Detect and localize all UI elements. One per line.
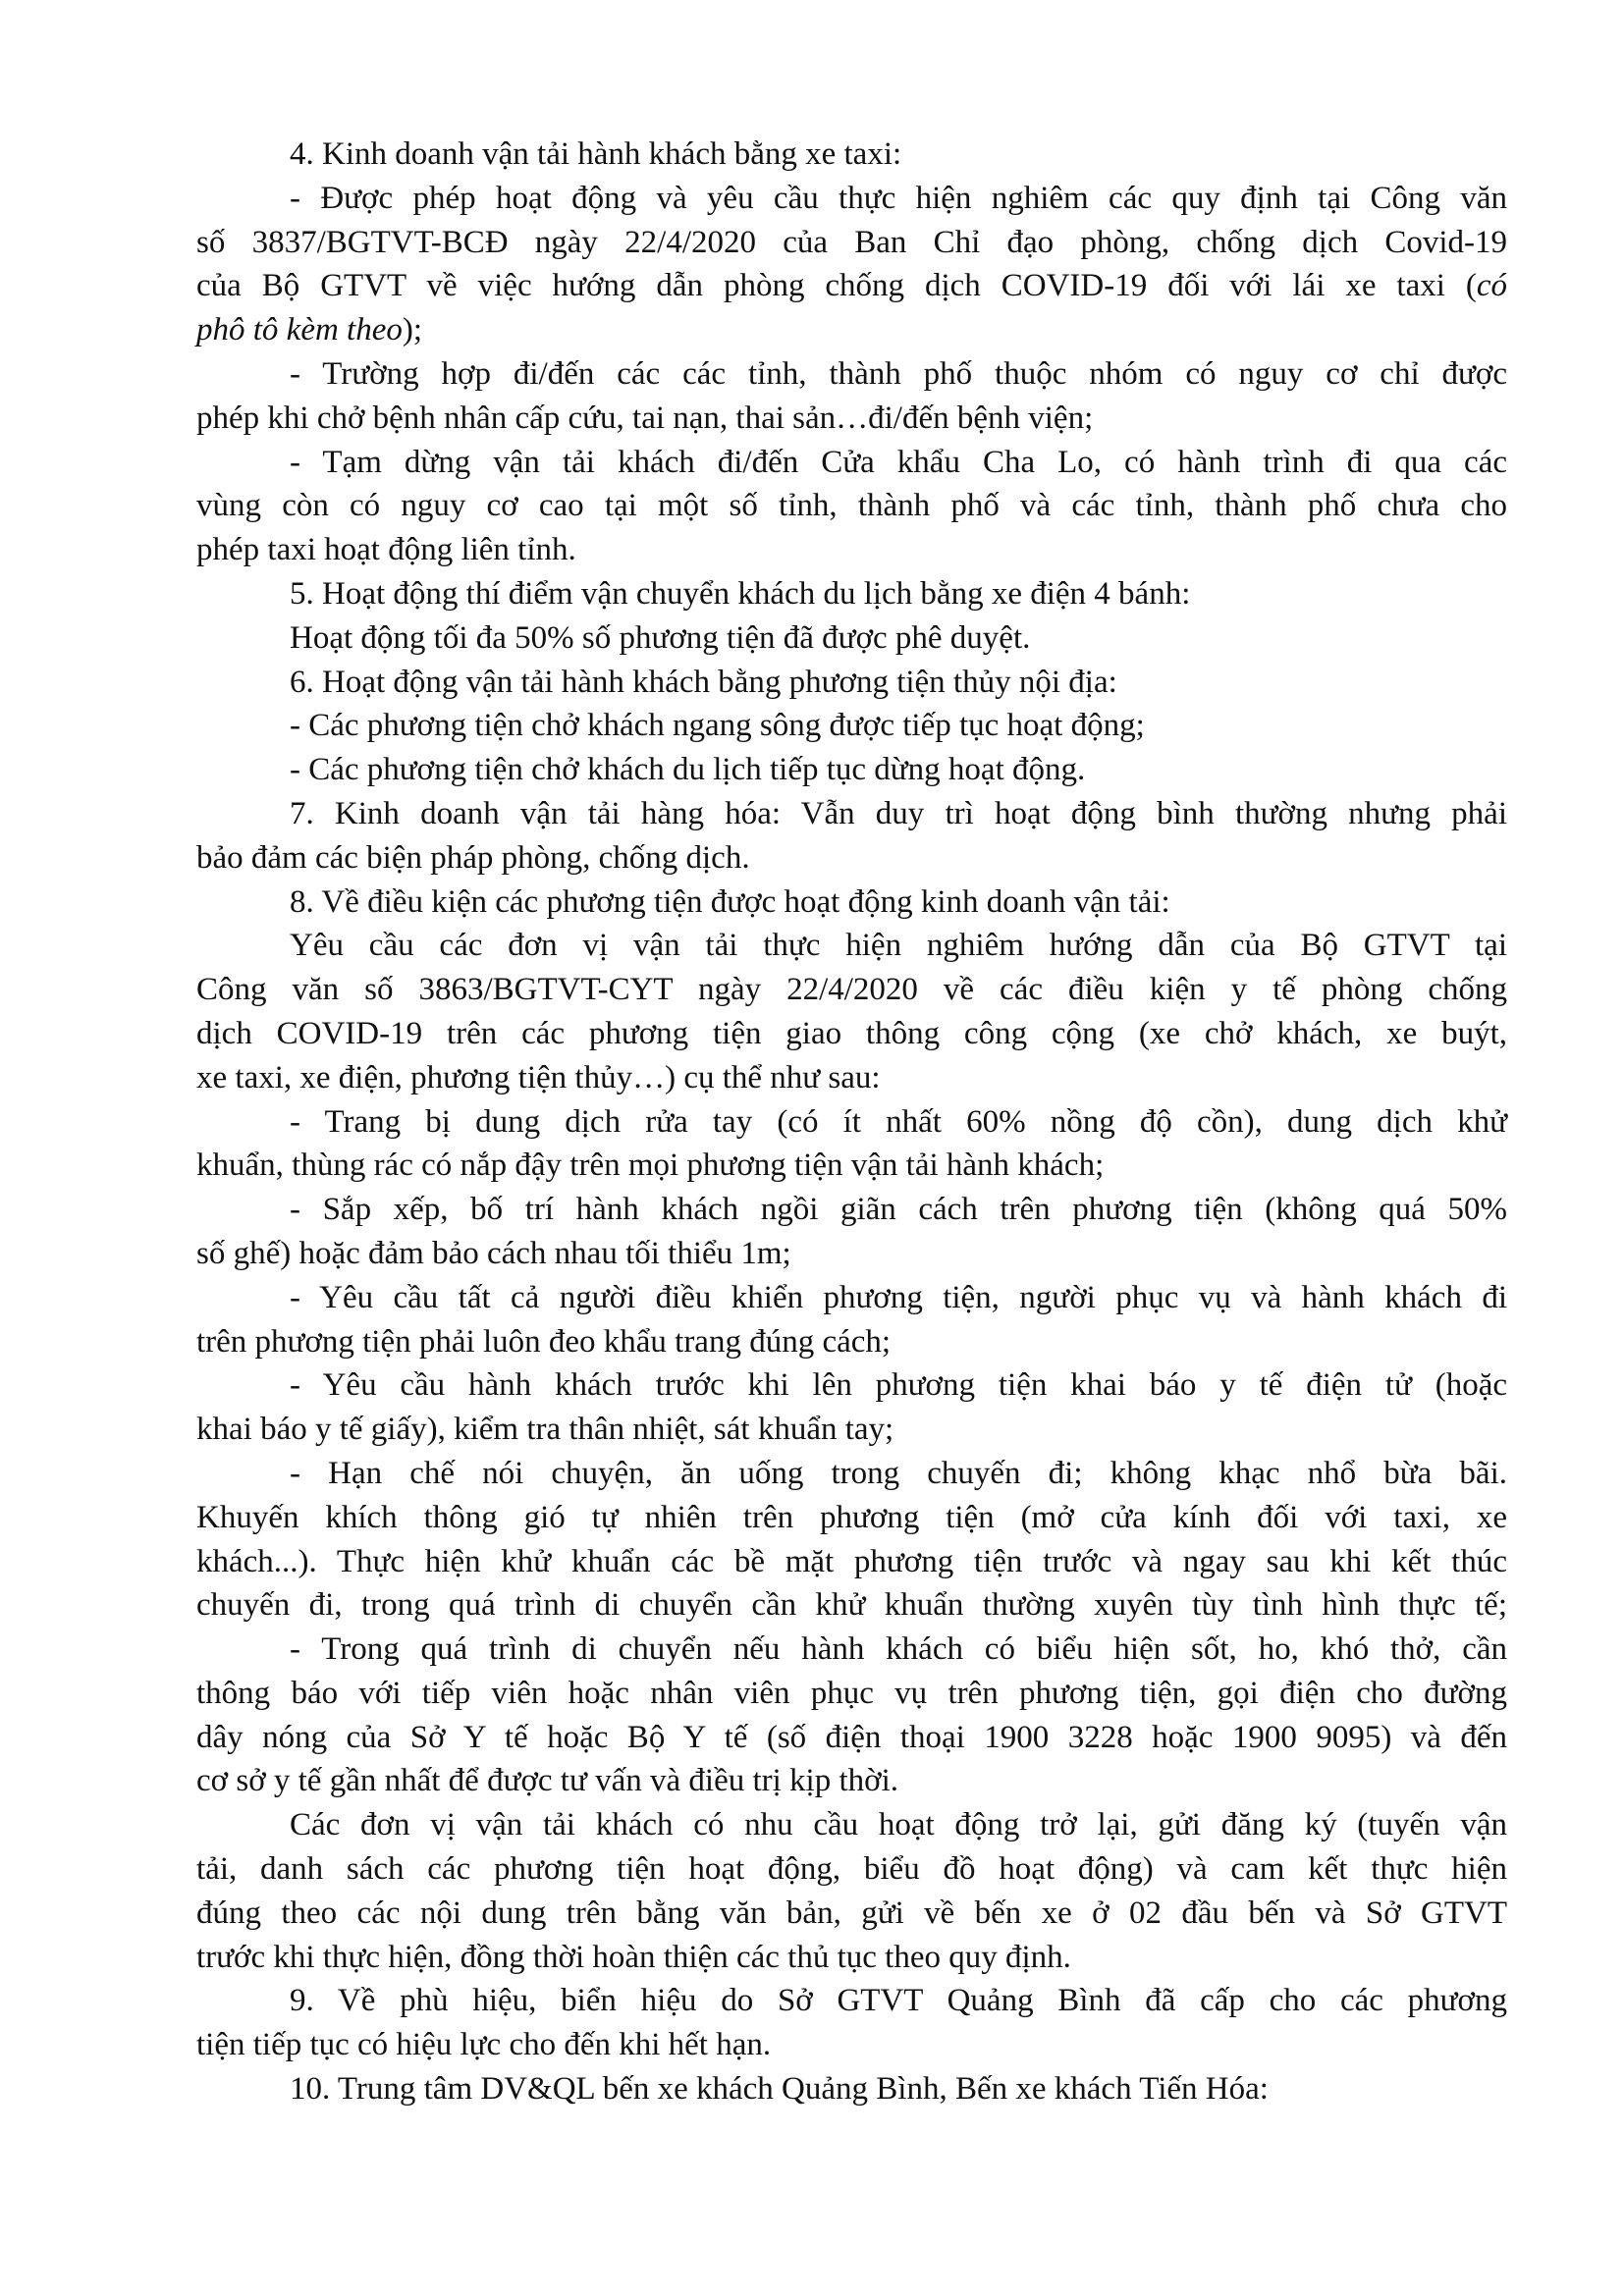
text-line — [196, 748, 1507, 792]
italic-text: phô tô kèm theo — [196, 312, 403, 348]
text-segment: của Bộ GTVT về việc hướng dẫn phòng chống dịch COVID-19 đối với lái xe taxi ( — [196, 268, 1477, 304]
text-segment: xe taxi, xe điện, phương tiện thủy…) cụ thể như sau: — [196, 1059, 881, 1095]
text-line — [196, 1144, 1507, 1188]
text-line — [196, 1716, 1507, 1760]
text-segment: - Trang bị dung dịch rửa tay (có ít nhất 60% nồng độ cồn), dung dịch khử — [290, 1103, 1507, 1140]
text-line — [196, 1496, 1507, 1540]
text-segment: Các đơn vị vận tải khách có nhu cầu hoạt động trở lại, gửi đăng ký (tuyến vận — [290, 1807, 1507, 1843]
text-line — [196, 1232, 1507, 1276]
text-segment: dây nóng của Sở Y tế hoặc Bộ Y tế (số điện thoại 1900 3228 hoặc 1900 9095) và đến — [196, 1719, 1507, 1755]
text-segment: 7. Kinh doanh vận tải hàng hóa: Vẫn duy trì hoạt động bình thường nhưng phải — [290, 795, 1507, 831]
text-line — [196, 1188, 1507, 1232]
text-line — [196, 792, 1507, 836]
text-segment: vùng còn có nguy cơ cao tại một số tỉnh, thành phố và các tỉnh, thành phố chưa cho — [196, 488, 1507, 524]
text-segment: Khuyến khích thông gió tự nhiên trên phương tiện (mở cửa kính đối với taxi, xe — [196, 1499, 1507, 1535]
text-line — [196, 881, 1507, 925]
text-segment: - Trường hợp đi/đến các các tỉnh, thành phố thuộc nhóm có nguy cơ chỉ được — [290, 355, 1507, 392]
text-segment: 6. Hoạt động vận tải hành khách bằng phương tiện thủy nội địa: — [290, 664, 1117, 700]
text-line — [196, 1892, 1507, 1936]
text-segment: khuẩn, thùng rác có nắp đậy trên mọi phương tiện vận tải hành khách; — [196, 1148, 1105, 1184]
text-line — [196, 264, 1507, 308]
text-segment: - Yêu cầu tất cả người điều khiển phương tiện, người phục vụ và hành khách đi — [290, 1279, 1507, 1315]
text-segment: bảo đảm các biện pháp phòng, chống dịch. — [196, 839, 750, 876]
text-line — [196, 1847, 1507, 1892]
text-segment: 4. Kinh doanh vận tải hành khách bằng xe taxi: — [290, 136, 902, 172]
text-line — [196, 1452, 1507, 1496]
text-line — [196, 1628, 1507, 1672]
text-segment: - Được phép hoạt động và yêu cầu thực hiện nghiêm các quy định tại Công văn — [290, 180, 1507, 216]
text-segment: - Sắp xếp, bố trí hành khách ngồi giãn cách trên phương tiện (không quá 50% — [290, 1192, 1507, 1228]
text-line — [196, 308, 1507, 352]
text-line — [196, 1363, 1507, 1408]
text-line — [196, 528, 1507, 572]
text-segment: Yêu cầu các đơn vị vận tải thực hiện nghiêm hướng dẫn của Bộ GTVT tại — [290, 928, 1507, 964]
text-segment: - Tạm dừng vận tải khách đi/đến Cửa khẩu Cha Lo, có hành trình đi qua các — [290, 444, 1507, 480]
text-segment: dịch COVID-19 trên các phương tiện giao thông công cộng (xe chở khách, xe buýt, — [196, 1015, 1507, 1051]
italic-text: có — [1476, 268, 1507, 304]
text-segment: trước khi thực hiện, đồng thời hoàn thiện các thủ tục theo quy định. — [196, 1939, 1071, 1975]
text-line — [196, 572, 1507, 616]
text-line — [196, 177, 1507, 221]
text-segment: Hoạt động tối đa 50% số phương tiện đã được phê duyệt. — [290, 619, 1031, 656]
text-line — [196, 1276, 1507, 1320]
text-line — [196, 704, 1507, 748]
text-segment: Công văn số 3863/BGTVT-CYT ngày 22/4/2020 về các điều kiện y tế phòng chống — [196, 972, 1507, 1008]
text-line — [196, 133, 1507, 177]
text-segment: tải, danh sách các phương tiện hoạt động, biểu đồ hoạt động) và cam kết thực hiện — [196, 1851, 1507, 1888]
text-line — [196, 924, 1507, 968]
text-segment: ); — [402, 312, 423, 348]
text-segment: phép khi chở bệnh nhân cấp cứu, tai nạn, thai sản…đi/đến bệnh viện; — [196, 400, 1094, 436]
text-segment: - Các phương tiện chở khách ngang sông được tiếp tục hoạt động; — [290, 708, 1145, 744]
text-line — [196, 441, 1507, 485]
text-line — [196, 221, 1507, 265]
text-segment: số ghế) hoặc đảm bảo cách nhau tối thiểu 1m; — [196, 1235, 791, 1271]
text-segment: 5. Hoạt động thí điểm vận chuyển khách du lịch bằng xe điện 4 bánh: — [290, 575, 1191, 612]
text-line — [196, 397, 1507, 441]
text-segment: trên phương tiện phải luôn đeo khẩu trang đúng cách; — [196, 1323, 892, 1360]
text-line — [196, 968, 1507, 1012]
text-segment: thông báo với tiếp viên hoặc nhân viên phục vụ trên phương tiện, gọi điện cho đường — [196, 1675, 1507, 1711]
document-page — [196, 133, 1507, 2111]
text-line — [196, 1979, 1507, 2023]
text-line — [196, 352, 1507, 397]
text-segment: đúng theo các nội dung trên bằng văn bản, gửi về bến xe ở 02 đầu bến và Sở GTVT — [196, 1895, 1507, 1931]
text-line — [196, 1583, 1507, 1628]
text-line — [196, 1672, 1507, 1716]
text-segment: - Các phương tiện chở khách du lịch tiếp tục dừng hoạt động. — [290, 752, 1086, 788]
text-segment: khai báo y tế giấy), kiểm tra thân nhiệt, sát khuẩn tay; — [196, 1412, 894, 1448]
text-line — [196, 1408, 1507, 1452]
text-segment: - Hạn chế nói chuyện, ăn uống trong chuyến đi; không khạc nhổ bừa bãi. — [290, 1455, 1507, 1491]
text-segment: số 3837/BGTVT-BCĐ ngày 22/4/2020 của Ban Chỉ đạo phòng, chống dịch Covid-19 — [196, 224, 1507, 260]
text-line — [196, 1936, 1507, 1980]
text-line — [196, 484, 1507, 528]
text-line — [196, 616, 1507, 661]
text-segment: phép taxi hoạt động liên tỉnh. — [196, 532, 576, 568]
text-line — [196, 1540, 1507, 1584]
text-segment: 9. Về phù hiệu, biển hiệu do Sở GTVT Quảng Bình đã cấp cho các phương — [290, 1983, 1507, 2019]
text-segment: khách...). Thực hiện khử khuẩn các bề mặt phương tiện trước và ngay sau khi kết thúc — [196, 1543, 1507, 1579]
text-line — [196, 1803, 1507, 1847]
text-segment: 8. Về điều kiện các phương tiện được hoạt động kinh doanh vận tải: — [290, 883, 1170, 920]
text-line — [196, 661, 1507, 705]
text-line — [196, 1012, 1507, 1056]
text-line — [196, 1759, 1507, 1803]
text-line — [196, 1056, 1507, 1100]
text-line — [196, 2023, 1507, 2067]
text-segment: cơ sở y tế gần nhất để được tư vấn và điều trị kịp thời. — [196, 1763, 898, 1799]
text-segment: - Trong quá trình di chuyển nếu hành khách có biểu hiện sốt, ho, khó thở, cần — [290, 1631, 1507, 1668]
text-segment: tiện tiếp tục có hiệu lực cho đến khi hết hạn. — [196, 2027, 772, 2063]
text-line — [196, 2067, 1507, 2111]
text-segment: chuyến đi, trong quá trình di chuyển cần khử khuẩn thường xuyên tùy tình hình thực tế; — [196, 1587, 1507, 1624]
text-line — [196, 836, 1507, 881]
text-segment: 10. Trung tâm DV&QL bến xe khách Quảng Bình, Bến xe khách Tiến Hóa: — [290, 2071, 1269, 2108]
text-segment: - Yêu cầu hành khách trước khi lên phương tiện khai báo y tế điện tử (hoặc — [290, 1367, 1507, 1404]
text-line — [196, 1100, 1507, 1145]
text-line — [196, 1320, 1507, 1364]
